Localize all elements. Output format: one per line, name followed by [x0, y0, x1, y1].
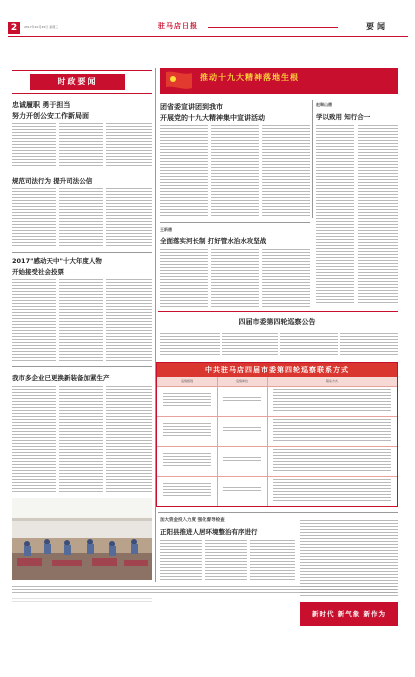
page-header	[8, 22, 408, 34]
party-flag-icon	[164, 70, 194, 92]
story-kicker: 加大资金投入力度 强化督导检查	[160, 518, 225, 523]
divider	[12, 252, 152, 253]
article-text	[106, 123, 152, 167]
story-title: 我市多企业已更换新装备加紧生产	[12, 374, 110, 382]
story-title: 2017"感动天中"十大年度人物	[12, 257, 102, 265]
story-subtitle: 开始接受社会投票	[12, 268, 64, 276]
contact-table-title: 中共驻马店四届市委第四轮巡察联系方式	[157, 363, 397, 377]
story-kicker: 王新德	[160, 227, 172, 232]
article-text	[160, 540, 202, 582]
notice-text	[280, 333, 338, 357]
story-title: 规范司法行为 提升司法公信	[12, 177, 93, 185]
contact-table	[156, 362, 398, 507]
story-title: 团省委宣讲团到我市	[160, 103, 223, 111]
table-header-cell: 联系方式	[267, 377, 397, 386]
article-text	[106, 279, 152, 361]
factory-photo	[12, 498, 152, 580]
masthead-rule	[208, 27, 338, 28]
article-text	[12, 123, 56, 167]
masthead: 驻马店日报	[158, 22, 198, 30]
dateline: 2017年10月25日 星期三	[24, 25, 59, 29]
story-title: 正阳县推进人居环境整治有序进行	[160, 528, 258, 536]
story-title: 全面落实河长制 打好管水治水攻坚战	[160, 237, 267, 245]
article-text	[300, 520, 398, 596]
article-text	[12, 279, 56, 361]
header-divider	[8, 36, 408, 37]
story-title: 忠诚履职 勇于担当	[12, 101, 71, 109]
article-text	[262, 125, 310, 217]
divider	[160, 222, 310, 223]
article-text	[12, 386, 56, 492]
article-text	[59, 386, 103, 492]
article-text	[211, 249, 259, 307]
table-row	[273, 449, 391, 473]
story-subtitle: 开展党的十九大精神集中宣讲活动	[160, 114, 265, 122]
article-text	[12, 188, 56, 248]
table-row	[163, 423, 211, 437]
table-row	[273, 479, 391, 503]
table-row	[223, 487, 261, 491]
notice-text	[222, 333, 278, 357]
story-subtitle: 努力开创公安工作新局面	[12, 112, 89, 120]
table-row-divider	[157, 386, 397, 387]
divider	[158, 512, 398, 513]
slogan-badge: 新时代 新气象 新作为	[300, 602, 398, 626]
table-row	[163, 453, 211, 467]
notice-text	[160, 333, 220, 357]
article-text	[250, 540, 295, 582]
table-row-divider	[157, 446, 397, 447]
divider	[158, 311, 398, 312]
table-row	[163, 393, 211, 407]
page-number: 2	[8, 22, 20, 34]
banner-text: 推动十九大精神落地生根	[200, 73, 299, 82]
article-text	[59, 123, 103, 167]
divider	[12, 366, 152, 367]
article-text	[262, 249, 310, 307]
table-row	[163, 483, 211, 497]
notice-text	[340, 333, 398, 357]
article-text	[106, 188, 152, 248]
column-rule	[312, 100, 313, 218]
table-header-cell: 巡察单位	[217, 377, 267, 386]
article-text	[106, 386, 152, 492]
table-row	[223, 427, 261, 431]
table-row	[273, 389, 391, 413]
table-row	[273, 419, 391, 443]
story-title: 学以致用 知行合一	[316, 113, 371, 121]
article-text	[160, 125, 208, 217]
table-row-divider	[157, 416, 397, 417]
table-col-divider	[267, 377, 268, 506]
table-header-cell: 巡察组别	[157, 377, 217, 386]
article-text	[59, 188, 103, 248]
table-row-divider	[157, 476, 397, 477]
article-text	[211, 125, 259, 217]
story-kicker: 赵琳山德	[316, 102, 332, 107]
article-text	[205, 540, 247, 582]
article-text	[160, 249, 208, 307]
article-text	[59, 279, 103, 361]
section-box-title: 时政要闻	[30, 74, 125, 90]
table-row	[223, 457, 261, 461]
table-row	[223, 397, 261, 401]
article-text	[316, 125, 354, 305]
notice-title: 四届市委第四轮巡察公告	[238, 318, 316, 326]
article-text	[358, 125, 398, 305]
section-title: 要闻	[366, 22, 388, 31]
table-col-divider	[217, 377, 218, 506]
footer-text	[12, 598, 152, 604]
